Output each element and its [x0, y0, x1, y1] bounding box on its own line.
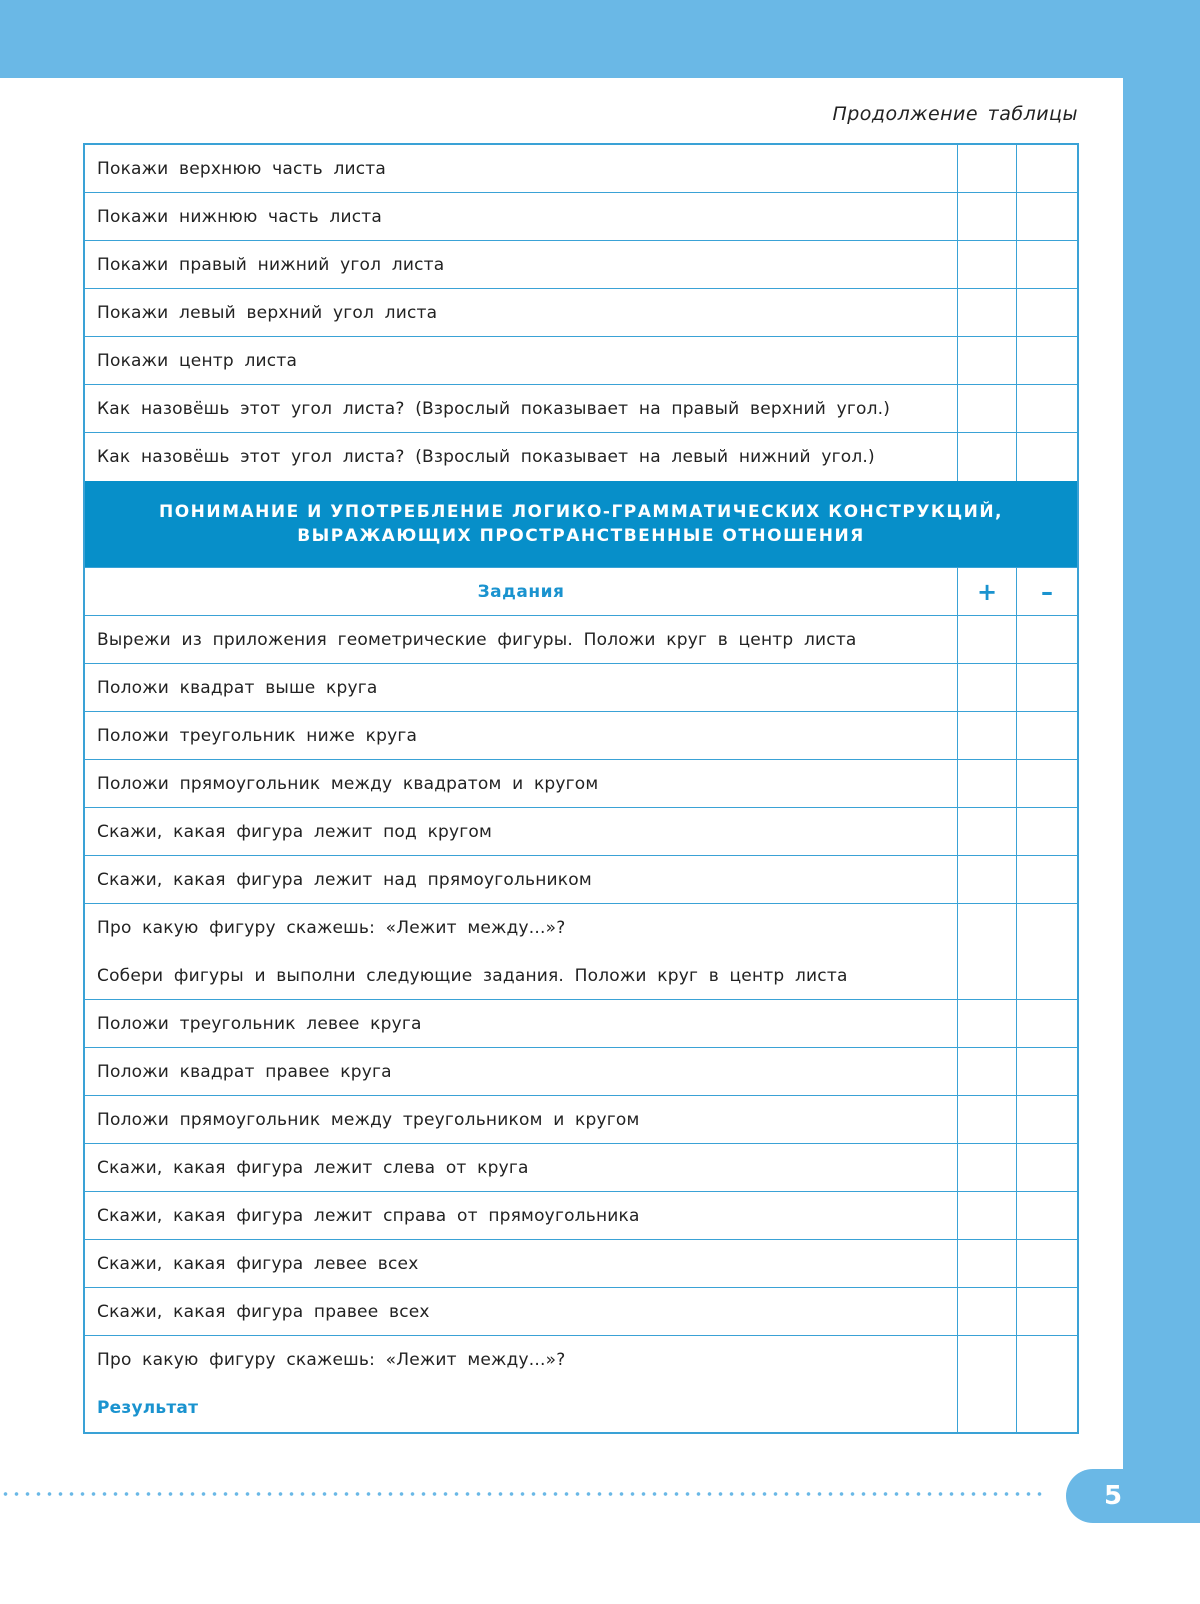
task-text: Покажи правый нижний угол листа — [85, 241, 958, 288]
plus-check-cell[interactable] — [958, 712, 1017, 759]
table-row — [85, 808, 1077, 856]
minus-check-cell[interactable] — [1017, 1384, 1077, 1432]
plus-check-cell[interactable] — [958, 241, 1017, 288]
plus-check-cell[interactable] — [958, 616, 1017, 663]
minus-check-cell[interactable] — [1017, 1240, 1077, 1287]
task-text: Положи квадрат выше круга — [85, 664, 958, 711]
task-text: Положи треугольник ниже круга — [85, 712, 958, 759]
table-row — [85, 1336, 1077, 1384]
plus-check-cell[interactable] — [958, 1144, 1017, 1191]
table-row — [85, 145, 1077, 193]
table-row — [85, 433, 1077, 481]
continuation-caption: Продолжение таблицы — [832, 103, 1078, 125]
minus-check-cell[interactable] — [1017, 1144, 1077, 1191]
minus-column-header: – — [1041, 577, 1053, 606]
table-row — [85, 1096, 1077, 1144]
minus-check-cell[interactable] — [1017, 1336, 1077, 1384]
minus-check-cell[interactable] — [1017, 337, 1077, 384]
section-title-line1: ПОНИМАНИЕ И УПОТРЕБЛЕНИЕ ЛОГИКО-ГРАММАТИЧЕСКИХ КОНСТРУКЦИЙ, — [158, 502, 1004, 522]
plus-check-cell[interactable] — [958, 1048, 1017, 1095]
plus-check-cell[interactable] — [958, 952, 1017, 999]
table-row — [85, 1000, 1077, 1048]
task-text: Как назовёшь этот угол листа? (Взрослый показывает на левый нижний угол.) — [85, 433, 958, 481]
table-row — [85, 241, 1077, 289]
table-row — [85, 1288, 1077, 1336]
dotted-footer-line — [0, 1492, 1048, 1496]
plus-check-cell[interactable] — [958, 664, 1017, 711]
plus-check-cell[interactable] — [958, 337, 1017, 384]
minus-check-cell[interactable] — [1017, 760, 1077, 807]
table-row — [85, 616, 1077, 664]
table-row — [85, 1048, 1077, 1096]
plus-check-cell[interactable] — [958, 385, 1017, 432]
plus-check-cell[interactable] — [958, 1192, 1017, 1239]
task-text: Скажи, какая фигура лежит слева от круга — [85, 1144, 958, 1191]
table-row — [85, 760, 1077, 808]
minus-check-cell[interactable] — [1017, 1192, 1077, 1239]
minus-check-cell[interactable] — [1017, 433, 1077, 481]
minus-check-cell[interactable] — [1017, 193, 1077, 240]
top-decor-band — [0, 0, 1200, 78]
minus-check-cell[interactable] — [1017, 145, 1077, 192]
plus-check-cell[interactable] — [958, 1288, 1017, 1335]
plus-column-header: + — [958, 568, 1017, 615]
minus-check-cell[interactable] — [1017, 856, 1077, 903]
table-row — [85, 385, 1077, 433]
table-row — [85, 856, 1077, 904]
task-group-2 — [85, 952, 1077, 1384]
task-text: Покажи верхнюю часть листа — [85, 145, 958, 192]
plus-check-cell[interactable] — [958, 904, 1017, 952]
table-row — [85, 904, 1077, 952]
table-row — [85, 1144, 1077, 1192]
minus-check-cell[interactable] — [1017, 1000, 1077, 1047]
minus-check-cell[interactable] — [1017, 904, 1077, 952]
task-text: Покажи левый верхний угол листа — [85, 289, 958, 336]
minus-check-cell[interactable] — [1017, 1288, 1077, 1335]
task-text: Собери фигуры и выполни следующие задания. Положи круг в центр листа — [85, 952, 958, 999]
table-row — [85, 712, 1077, 760]
section-title-line2: ВЫРАЖАЮЩИХ ПРОСТРАНСТВЕННЫЕ ОТНОШЕНИЯ — [297, 526, 865, 546]
task-group-1 — [85, 616, 1077, 952]
plus-check-cell[interactable] — [958, 193, 1017, 240]
task-text: Покажи центр листа — [85, 337, 958, 384]
page-number-tab — [1066, 1469, 1200, 1523]
task-text: Скажи, какая фигура лежит над прямоугольником — [85, 856, 958, 903]
plus-check-cell[interactable] — [958, 856, 1017, 903]
page-number: 5 — [1103, 1481, 1123, 1511]
plus-check-cell[interactable] — [958, 1384, 1017, 1432]
task-text: Скажи, какая фигура лежит справа от прямоугольника — [85, 1192, 958, 1239]
plus-check-cell[interactable] — [958, 1336, 1017, 1384]
task-text: Положи треугольник левее круга — [85, 1000, 958, 1047]
plus-check-cell[interactable] — [958, 433, 1017, 481]
right-decor-band — [1123, 0, 1200, 1476]
table-header-row — [85, 568, 1077, 616]
task-text: Покажи нижнюю часть листа — [85, 193, 958, 240]
task-text: Скажи, какая фигура правее всех — [85, 1288, 958, 1335]
plus-check-cell[interactable] — [958, 760, 1017, 807]
task-text: Про какую фигуру скажешь: «Лежит между...»? — [85, 904, 958, 952]
plus-check-cell[interactable] — [958, 145, 1017, 192]
minus-check-cell[interactable] — [1017, 241, 1077, 288]
minus-check-cell[interactable] — [1017, 616, 1077, 663]
task-text: Про какую фигуру скажешь: «Лежит между...»? — [85, 1336, 958, 1384]
table-row — [85, 289, 1077, 337]
plus-check-cell[interactable] — [958, 289, 1017, 336]
task-text: Положи квадрат правее круга — [85, 1048, 958, 1095]
plus-check-cell[interactable] — [958, 808, 1017, 855]
top-rows-group — [85, 145, 1077, 481]
minus-check-cell[interactable] — [1017, 952, 1077, 999]
result-label: Результат — [85, 1384, 958, 1432]
table-row — [85, 664, 1077, 712]
task-text: Положи прямоугольник между треугольником и кругом — [85, 1096, 958, 1143]
assessment-table — [83, 143, 1079, 1434]
table-row — [85, 193, 1077, 241]
table-row — [85, 1240, 1077, 1288]
task-text: Как назовёшь этот угол листа? (Взрослый показывает на правый верхний угол.) — [85, 385, 958, 432]
minus-check-cell[interactable] — [1017, 712, 1077, 759]
table-row — [85, 952, 1077, 1000]
minus-check-cell[interactable] — [1017, 289, 1077, 336]
plus-check-cell[interactable] — [958, 1240, 1017, 1287]
task-text: Вырежи из приложения геометрические фигуры. Положи круг в центр листа — [85, 616, 958, 663]
task-text: Скажи, какая фигура левее всех — [85, 1240, 958, 1287]
plus-check-cell[interactable] — [958, 1096, 1017, 1143]
table-row — [85, 1192, 1077, 1240]
minus-check-cell[interactable] — [1017, 385, 1077, 432]
minus-check-cell[interactable] — [1017, 664, 1077, 711]
task-text: Скажи, какая фигура лежит под кругом — [85, 808, 958, 855]
task-text: Положи прямоугольник между квадратом и кругом — [85, 760, 958, 807]
result-row — [85, 1384, 1077, 1432]
minus-check-cell[interactable] — [1017, 808, 1077, 855]
section-heading — [85, 481, 1077, 568]
plus-check-cell[interactable] — [958, 1000, 1017, 1047]
minus-check-cell[interactable] — [1017, 1096, 1077, 1143]
minus-check-cell[interactable] — [1017, 1048, 1077, 1095]
table-row — [85, 337, 1077, 385]
tasks-column-header: Задания — [85, 568, 958, 615]
